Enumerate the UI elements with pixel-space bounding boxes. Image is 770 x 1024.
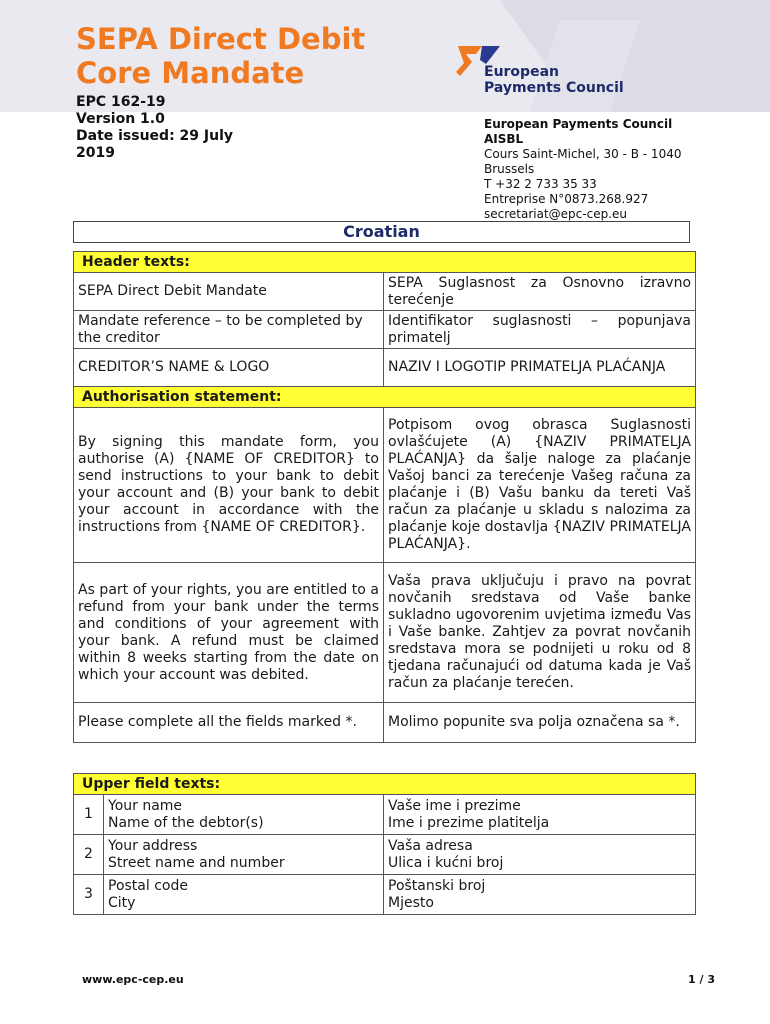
epc-logo-text: [484, 64, 624, 96]
complete-fields-hr: Molimo popunite sva polja označena sa *.: [384, 703, 696, 743]
field-en-line-1: Your address: [108, 837, 198, 854]
field-hr: [384, 795, 696, 835]
org-name: European Payments Council: [484, 117, 673, 131]
refund-en-text: As part of your rights, you are entitled to a refund from your bank under the terms and conditions of your agreement with your bank. A refund must be claimed within 8 weeks starting from the date on which your account was debited.: [74, 563, 384, 703]
field-en-line-2: Name of the debtor(s): [108, 814, 264, 831]
doc-version: Version 1.0: [76, 111, 165, 127]
address-email: secretariat@epc-cep.eu: [484, 207, 627, 221]
logo-line-1: European: [484, 64, 559, 80]
footer-website: www.epc-cep.eu: [82, 973, 184, 986]
authorisation-en-text: By signing this mandate form, you authorise (A) {NAME OF CREDITOR} to send instructions to your bank to debit your account and (B) your bank to debit your account in accordance with the instructions from {NAME OF CREDITOR}.: [74, 408, 384, 563]
title-line-1: SEPA Direct Debit: [76, 22, 366, 56]
doc-reference: EPC 162-19: [76, 94, 166, 110]
field-hr: [384, 875, 696, 915]
field-hr-line-1: Vaša adresa: [388, 837, 473, 854]
authorisation-heading: Authorisation statement:: [74, 387, 696, 408]
header-en-mandate: SEPA Direct Debit Mandate: [74, 273, 384, 311]
field-number: 3: [74, 875, 104, 915]
language-title: Croatian: [73, 221, 690, 243]
field-number: 1: [74, 795, 104, 835]
title-line-2: Core Mandate: [76, 56, 305, 90]
authorisation-hr-text: Potpisom ovog obrasca Suglasnosti ovlašćujete (A) {NAZIV PRIMATELJA PLAĆANJA} da šalje naloge za plaćanje Vašoj banci za terećenje Vašeg računa za plaćanje i (B) Vašu banku da tereti Vaš račun za plaćanje u skladu s nalozima za plaćanje koje dostavlja {NAZIV PRIMATELJA PLAĆANJA}.: [384, 408, 696, 563]
logo-line-2: Payments Council: [484, 80, 624, 96]
page-number: 1 / 3: [688, 973, 715, 986]
field-hr-line-2: Ulica i kućni broj: [388, 854, 504, 871]
field-hr-line-1: Poštanski broj: [388, 877, 486, 894]
field-en-line-2: Street name and number: [108, 854, 285, 871]
address-city: Brussels: [484, 162, 535, 176]
field-hr-line-2: Ime i prezime platitelja: [388, 814, 550, 831]
field-en-line-1: Postal code: [108, 877, 188, 894]
doc-year: 2019: [76, 145, 115, 161]
field-hr: [384, 835, 696, 875]
field-number: 2: [74, 835, 104, 875]
org-type: AISBL: [484, 132, 524, 146]
address-phone: T +32 2 733 35 33: [484, 177, 597, 191]
document-meta: [76, 94, 233, 162]
doc-date: Date issued: 29 July: [76, 128, 234, 144]
field-en-line-1: Your name: [108, 797, 183, 814]
field-en: [104, 795, 384, 835]
header-en-reference: Mandate reference – to be completed by the creditor: [74, 311, 384, 349]
address-company-number: Entreprise N°0873.268.927: [484, 192, 649, 206]
upper-fields-table: [73, 773, 696, 915]
council-address: [484, 117, 681, 222]
complete-fields-en: Please complete all the fields marked *.: [74, 703, 384, 743]
field-en: [104, 835, 384, 875]
upper-fields-heading: Upper field texts:: [74, 774, 696, 795]
header-hr-reference: Identifikator suglasnosti – popunjava primatelj: [384, 311, 696, 349]
header-hr-creditor: NAZIV I LOGOTIP PRIMATELJA PLAĆANJA: [384, 349, 696, 387]
translation-table: [73, 251, 696, 743]
field-hr-line-1: Vaše ime i prezime: [388, 797, 521, 814]
field-hr-line-2: Mjesto: [388, 894, 434, 911]
address-street: Cours Saint-Michel, 30 - B - 1040: [484, 147, 682, 161]
field-en-line-2: City: [108, 894, 136, 911]
header-hr-mandate: SEPA Suglasnost za Osnovno izravno terećenje: [384, 273, 696, 311]
header-texts-heading: Header texts:: [74, 252, 696, 273]
document-title: [76, 22, 365, 90]
field-en: [104, 875, 384, 915]
header-en-creditor: CREDITOR’S NAME & LOGO: [74, 349, 384, 387]
refund-hr-text: Vaša prava uključuju i pravo na povrat novčanih sredstava od Vaše banke sukladno ugovorenim uvjetima između Vas i Vaše banke. Zahtjev za povrat novčanih sredstava mora se podnijeti u roku od 8 tjedana računajući od datuma kada je Vaš račun za plaćanje terećen.: [384, 563, 696, 703]
